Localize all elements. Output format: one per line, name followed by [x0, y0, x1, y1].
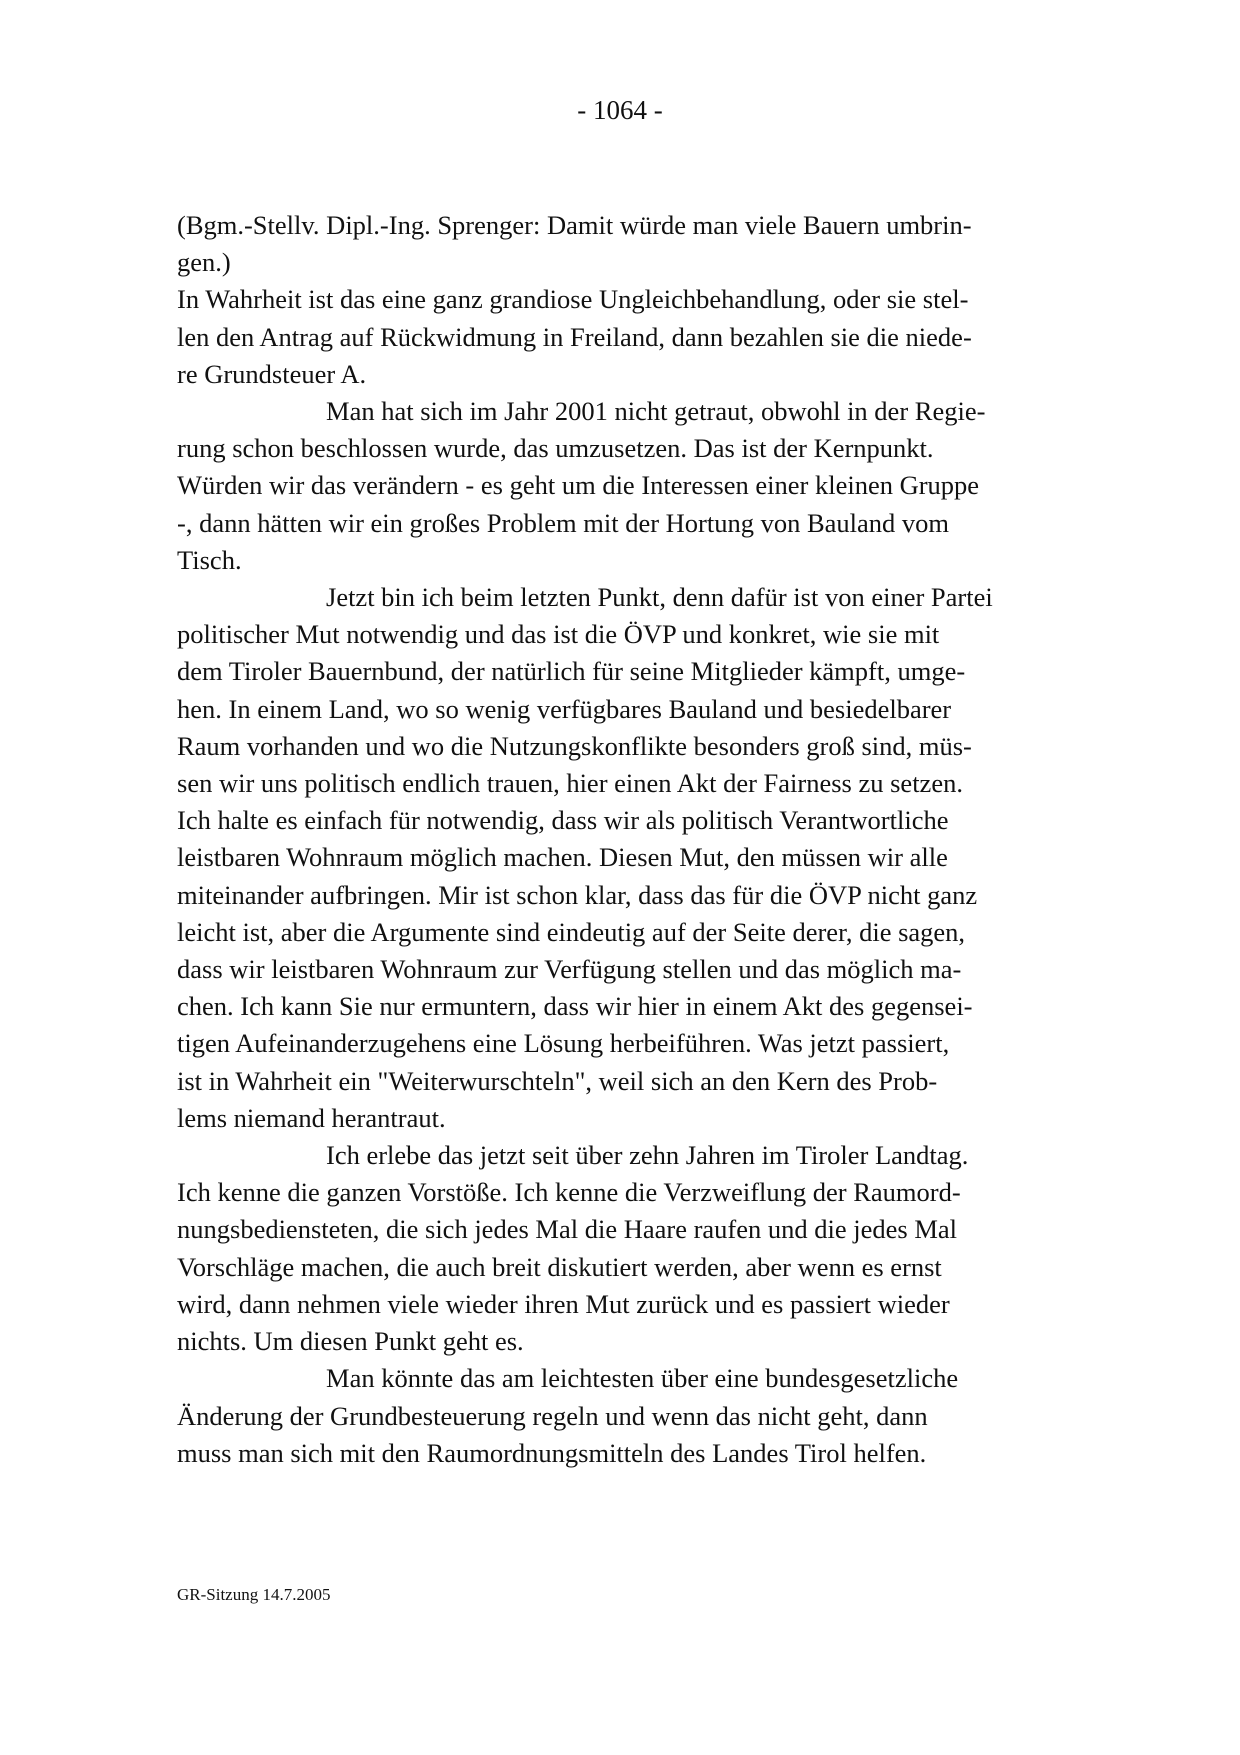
body-line: ist in Wahrheit ein "Weiterwurschteln", weil sich an den Kern des Prob- [177, 1065, 938, 1096]
page-number: - 1064 - [577, 95, 663, 125]
body-line: In Wahrheit ist das eine ganz grandiose Ungleichbehandlung, oder sie stel- [177, 284, 969, 315]
body-line: re Grundsteuer A. [177, 358, 367, 389]
body-line: Raum vorhanden und wo die Nutzungskonflikte besonders groß sind, müs- [177, 730, 972, 761]
body-line: tigen Aufeinanderzugehens eine Lösung herbeiführen. Was jetzt passiert, [177, 1028, 950, 1059]
body-line: (Bgm.-Stellv. Dipl.-Ing. Sprenger: Damit würde man viele Bauern umbrin- [177, 210, 972, 240]
body-line: nichts. Um diesen Punkt geht es. [177, 1326, 524, 1357]
body-line: gen.) [177, 247, 231, 278]
body-line: nungsbediensteten, die sich jedes Mal die Haare raufen und die jedes Mal [177, 1214, 958, 1245]
body-line: Ich halte es einfach für notwendig, dass wir als politisch Verantwortliche [177, 805, 949, 836]
paragraph-first-line: Jetzt bin ich beim letzten Punkt, denn dafür ist von einer Partei [326, 582, 993, 613]
body-line: len den Antrag auf Rückwidmung in Freiland, dann bezahlen sie die niede- [177, 321, 972, 352]
body-line: dem Tiroler Bauernbund, der natürlich für seine Mitglieder kämpft, umge- [177, 656, 966, 687]
paragraph-first-line: Man könnte das am leichtesten über eine bundesgesetzliche [326, 1363, 959, 1394]
body-line: leistbaren Wohnraum möglich machen. Diesen Mut, den müssen wir alle [177, 842, 948, 873]
body-line: sen wir uns politisch endlich trauen, hier einen Akt der Fairness zu setzen. [177, 768, 963, 799]
paragraph-first-line: Ich erlebe das jetzt seit über zehn Jahren im Tiroler Landtag. [326, 1140, 969, 1171]
body-line: -, dann hätten wir ein großes Problem mit der Hortung von Bauland vom [177, 507, 950, 538]
body-line: Änderung der Grundbesteuerung regeln und wenn das nicht geht, dann [177, 1400, 928, 1431]
body-line: Ich kenne die ganzen Vorstöße. Ich kenne die Verzweiflung der Raumord- [177, 1177, 961, 1208]
body-line: dass wir leistbaren Wohnraum zur Verfügung stellen und das möglich ma- [177, 954, 962, 985]
body-line: lems niemand herantraut. [177, 1102, 446, 1133]
body-line: rung schon beschlossen wurde, das umzusetzen. Das ist der Kernpunkt. [177, 433, 934, 464]
body-line: miteinander aufbringen. Mir ist schon klar, dass das für die ÖVP nicht ganz [177, 879, 978, 910]
body-line: wird, dann nehmen viele wieder ihren Mut zurück und es passiert wieder [177, 1288, 950, 1319]
body-line: chen. Ich kann Sie nur ermuntern, dass wir hier in einem Akt des gegensei- [177, 991, 973, 1022]
body-line: muss man sich mit den Raumordnungsmitteln des Landes Tirol helfen. [177, 1437, 927, 1468]
footer-session-label: GR-Sitzung 14.7.2005 [177, 1585, 331, 1604]
body-line: hen. In einem Land, wo so wenig verfügbares Bauland und besiedelbarer [177, 693, 952, 724]
body-line: Vorschläge machen, die auch breit diskutiert werden, aber wenn es ernst [177, 1251, 942, 1282]
paragraph-first-line: Man hat sich im Jahr 2001 nicht getraut, obwohl in der Regie- [326, 396, 986, 427]
body-line: leicht ist, aber die Argumente sind eindeutig auf der Seite derer, die sagen, [177, 916, 966, 947]
body-line: Würden wir das verändern - es geht um die Interessen einer kleinen Gruppe [177, 470, 980, 501]
document-body [177, 207, 1077, 1472]
body-line: politischer Mut notwendig und das ist die ÖVP und konkret, wie sie mit [177, 619, 940, 650]
body-line: Tisch. [177, 544, 242, 575]
